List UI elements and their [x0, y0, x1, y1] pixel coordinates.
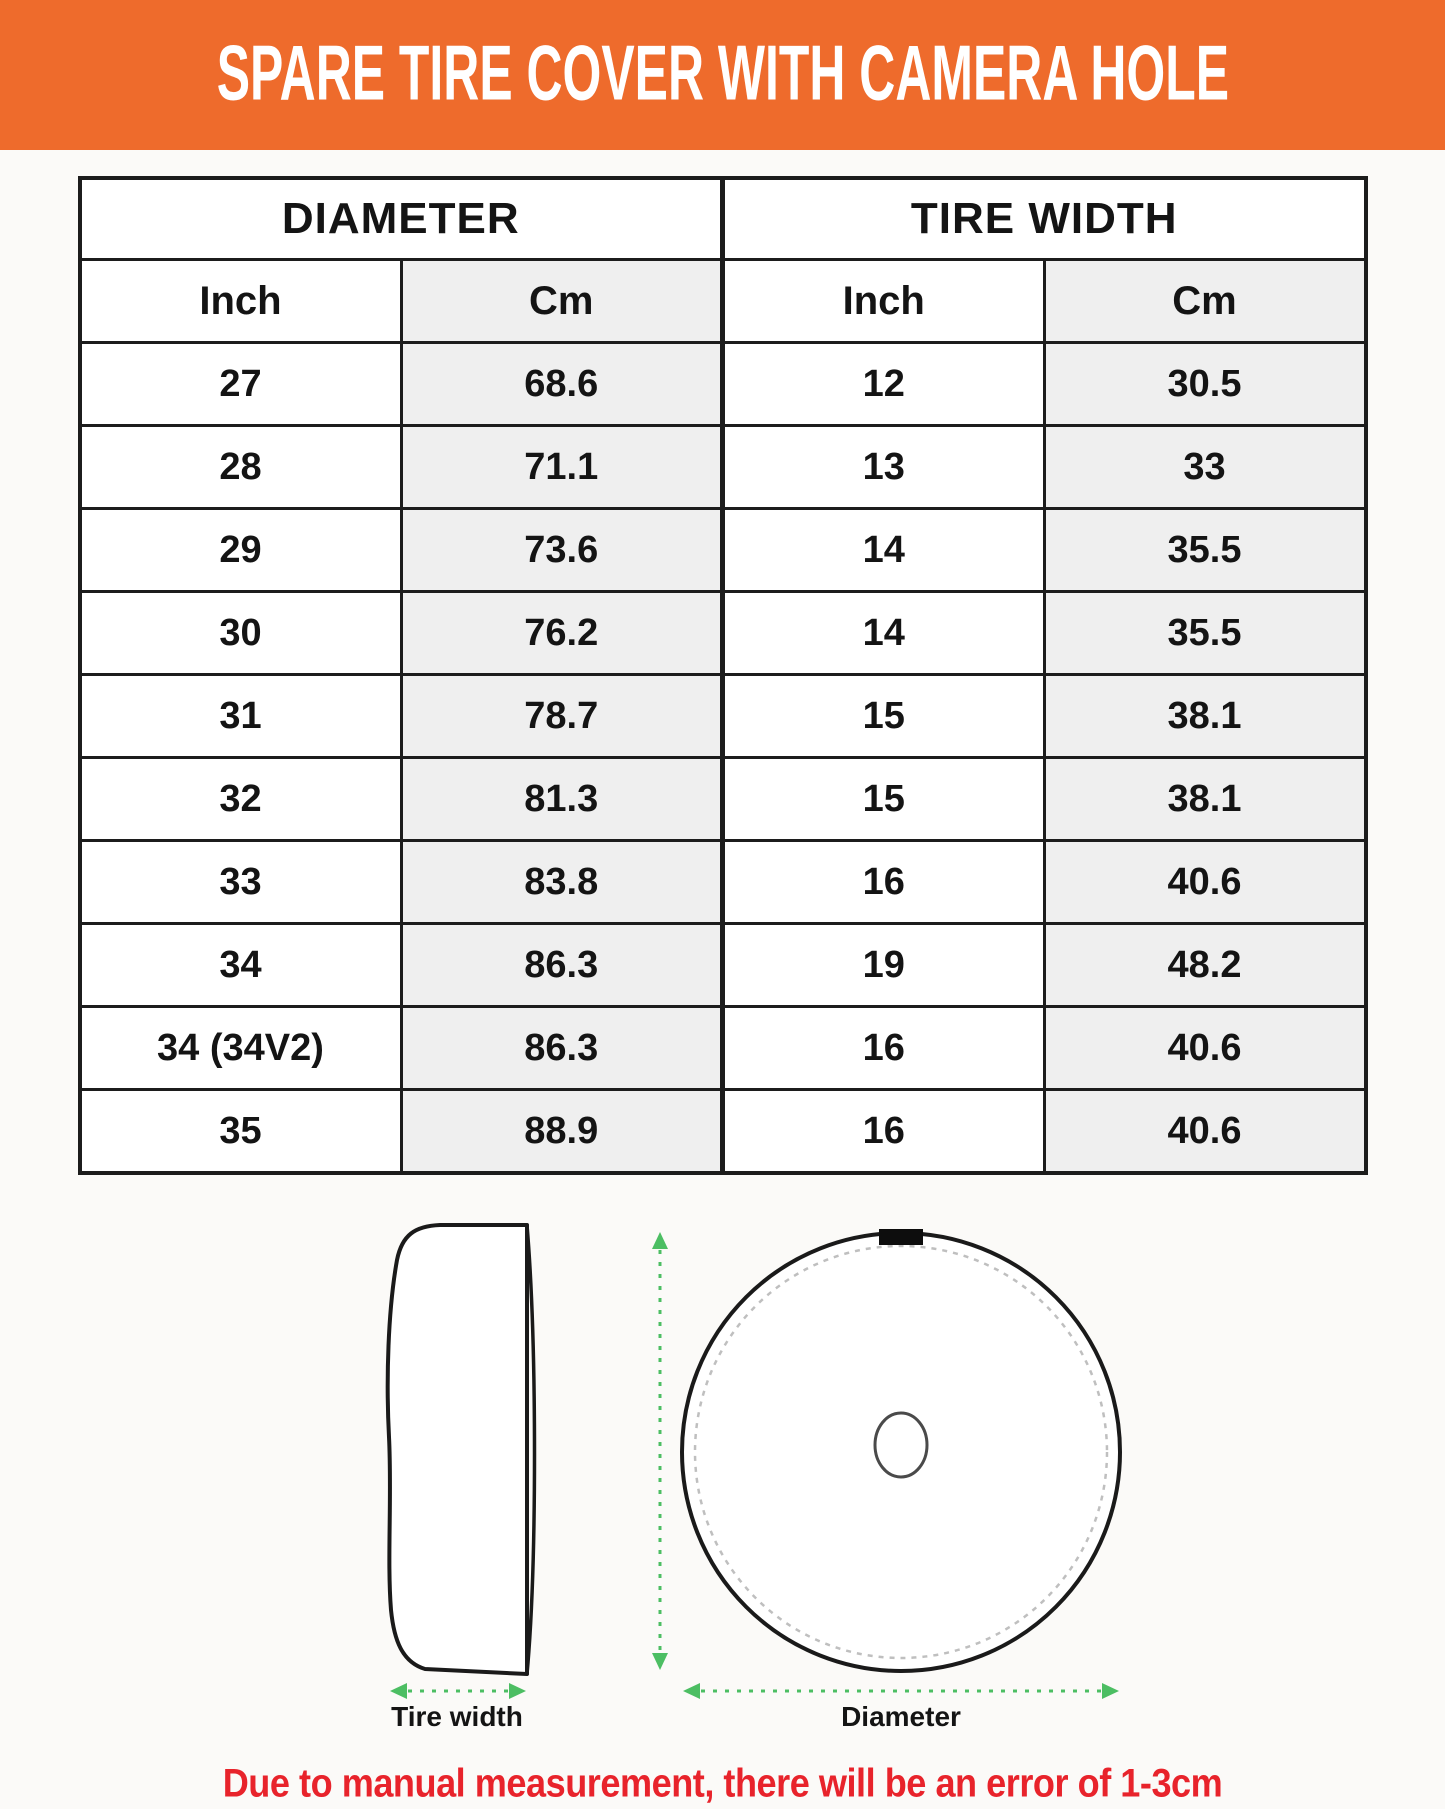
table-row [80, 343, 1366, 426]
table-row [80, 509, 1366, 592]
table-cell: 30 [80, 592, 402, 675]
table-cell: 48.2 [1044, 924, 1366, 1007]
measurement-disclaimer: Due to manual measurement, there will be an error of 1-3cm [222, 1762, 1223, 1807]
table-cell: 40.6 [1044, 841, 1366, 924]
table-cell: 27 [80, 343, 402, 426]
table-cell: 14 [723, 509, 1045, 592]
tire-side-view-icon [388, 1225, 535, 1674]
camera-hole-icon [875, 1413, 927, 1477]
top-marker-icon [879, 1229, 923, 1245]
col-header-diameter-cm: Cm [401, 260, 723, 343]
table-cell: 34 (34V2) [80, 1007, 402, 1090]
tire-width-label: Tire width [391, 1701, 523, 1732]
table-cell: 88.9 [401, 1090, 723, 1174]
table-cell: 12 [723, 343, 1045, 426]
table-row [80, 426, 1366, 509]
diameter-arrow-icon [683, 1683, 1119, 1699]
table-row [80, 924, 1366, 1007]
table-row [80, 1090, 1366, 1174]
diameter-label: Diameter [841, 1701, 961, 1732]
tire-size-table [78, 176, 1368, 1175]
table-cell: 38.1 [1044, 758, 1366, 841]
table-cell: 19 [723, 924, 1045, 1007]
table-cell: 73.6 [401, 509, 723, 592]
table-cell: 16 [723, 1090, 1045, 1174]
table-cell: 15 [723, 675, 1045, 758]
tire-front-view-icon [682, 1229, 1120, 1671]
table-cell: 34 [80, 924, 402, 1007]
table-cell: 40.6 [1044, 1007, 1366, 1090]
table-cell: 16 [723, 841, 1045, 924]
table-cell: 33 [1044, 426, 1366, 509]
table-cell: 76.2 [401, 592, 723, 675]
table-cell: 35 [80, 1090, 402, 1174]
table-cell: 14 [723, 592, 1045, 675]
table-row [80, 758, 1366, 841]
table-row [80, 1007, 1366, 1090]
table-cell: 16 [723, 1007, 1045, 1090]
table-cell: 35.5 [1044, 509, 1366, 592]
table-row [80, 592, 1366, 675]
table-cell: 71.1 [401, 426, 723, 509]
table-cell: 31 [80, 675, 402, 758]
diameter-vertical-arrow-icon [652, 1232, 668, 1670]
table-cell: 86.3 [401, 924, 723, 1007]
table-cell: 86.3 [401, 1007, 723, 1090]
col-header-width-cm: Cm [1044, 260, 1366, 343]
table-cell: 38.1 [1044, 675, 1366, 758]
table-cell: 32 [80, 758, 402, 841]
table-column-header-row [80, 260, 1366, 343]
group-header-tire-width: TIRE WIDTH [723, 178, 1366, 260]
table-cell: 15 [723, 758, 1045, 841]
table-cell: 33 [80, 841, 402, 924]
page-title: SPARE TIRE COVER WITH CAMERA HOLE [216, 28, 1229, 117]
table-cell: 30.5 [1044, 343, 1366, 426]
group-header-diameter: DIAMETER [80, 178, 723, 260]
table-row [80, 841, 1366, 924]
tire-measurement-diagram [0, 1175, 1445, 1760]
table-cell: 35.5 [1044, 592, 1366, 675]
col-header-diameter-inch: Inch [80, 260, 402, 343]
table-cell: 28 [80, 426, 402, 509]
table-group-header-row [80, 178, 1366, 260]
col-header-width-inch: Inch [723, 260, 1045, 343]
table-cell: 83.8 [401, 841, 723, 924]
table-cell: 40.6 [1044, 1090, 1366, 1174]
title-banner [0, 0, 1445, 150]
table-row [80, 675, 1366, 758]
table-cell: 29 [80, 509, 402, 592]
tire-diagram-graphic [0, 1175, 1445, 1760]
tire-width-arrow-icon [390, 1683, 526, 1699]
table-cell: 68.6 [401, 343, 723, 426]
table-cell: 81.3 [401, 758, 723, 841]
table-cell: 78.7 [401, 675, 723, 758]
table-cell: 13 [723, 426, 1045, 509]
